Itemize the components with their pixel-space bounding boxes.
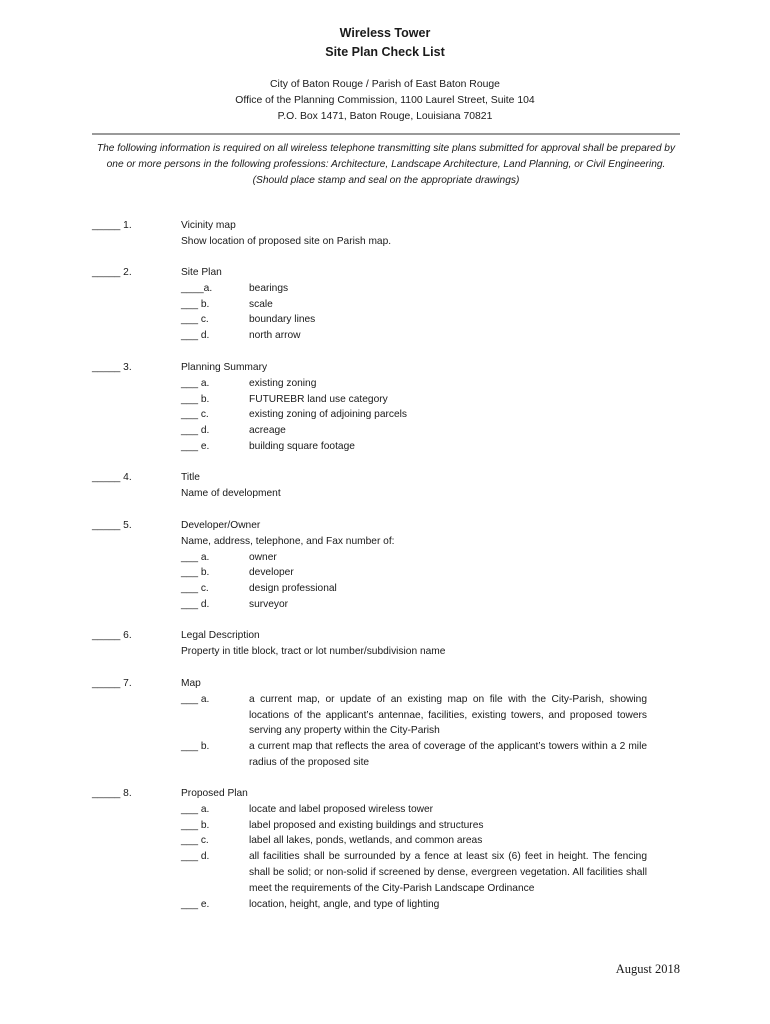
sub-text: label proposed and existing buildings and structures xyxy=(249,819,484,831)
sub-text: design professional xyxy=(249,583,337,595)
divider-rule xyxy=(92,133,680,135)
header-line-2: Office of the Planning Commission, 1100 Laurel Street, Suite 104 xyxy=(235,95,535,106)
sub-blank: ___ b. xyxy=(181,393,210,405)
sub-blank: ___ a. xyxy=(181,693,210,705)
sub-item xyxy=(181,550,647,566)
sub-blank: ___ a. xyxy=(181,803,210,815)
item-title: Developer/Owner xyxy=(181,520,261,531)
item-number: _____ 6. xyxy=(92,630,132,641)
sub-text: building square footage xyxy=(249,440,355,452)
sub-blank: ___ d. xyxy=(181,425,210,437)
sub-text: a current map, or update of an existing map on file with the City-Parish, showing locations of the applicant’s antennae, facilities, existing towers, and proposed towers serving any property within the City-Parish xyxy=(249,693,647,737)
sub-item xyxy=(181,692,647,739)
item-title: Legal Description xyxy=(181,630,260,641)
sub-blank: ___ d. xyxy=(181,598,210,610)
sub-text: owner xyxy=(249,551,277,563)
item-description: Show location of proposed site on Parish map. xyxy=(181,235,392,247)
sub-item xyxy=(181,392,647,408)
sub-text: label all lakes, ponds, wetlands, and common areas xyxy=(249,835,483,847)
item-number: _____ 8. xyxy=(92,788,132,799)
intro-note: (Should place stamp and seal on the appropriate drawings) xyxy=(252,175,520,186)
sub-item xyxy=(181,423,647,439)
sub-text: existing zoning xyxy=(249,377,317,389)
sub-blank: ____a. xyxy=(181,282,213,294)
item-description: Property in title block, tract or lot number/subdivision name xyxy=(181,645,446,657)
sub-text: location, height, angle, and type of lighting xyxy=(249,898,440,910)
intro-text xyxy=(92,141,680,189)
item-title: Planning Summary xyxy=(181,362,268,373)
sub-item xyxy=(181,802,647,818)
sub-blank: ___ b. xyxy=(181,298,210,310)
item-description: Name of development xyxy=(181,487,281,499)
sub-item xyxy=(181,897,647,913)
item-description: Name, address, telephone, and Fax number of: xyxy=(181,535,395,547)
sub-item xyxy=(181,297,647,313)
sub-blank: ___ b. xyxy=(181,819,210,831)
item-number: _____ 1. xyxy=(92,220,132,231)
item-number: _____ 3. xyxy=(92,362,132,373)
sub-item xyxy=(181,739,647,771)
sub-blank: ___ b. xyxy=(181,567,210,579)
sub-item xyxy=(181,597,647,613)
sub-blank: ___ b. xyxy=(181,741,210,753)
footer-date: August 2018 xyxy=(615,962,680,976)
sub-blank: ___ c. xyxy=(181,409,209,421)
sub-text: surveyor xyxy=(249,598,289,610)
document-title: Wireless Tower xyxy=(339,26,431,40)
item-number: _____ 2. xyxy=(92,267,132,278)
sub-item xyxy=(181,407,647,423)
sub-item xyxy=(181,833,647,849)
sub-blank: ___ e. xyxy=(181,898,210,910)
sub-text: north arrow xyxy=(249,330,301,342)
sub-text: bearings xyxy=(249,282,289,294)
document-subtitle: Site Plan Check List xyxy=(325,45,445,59)
sub-item xyxy=(181,849,647,896)
sub-text: locate and label proposed wireless tower xyxy=(249,803,434,815)
intro-paragraph: The following information is required on all wireless telephone transmitting site plans submitted for approval shall be prepared by one or more persons in the following professions: Architecture, Landscape Architecture, Land Planning, or Civil Engineering. xyxy=(96,143,676,170)
sub-blank: ___ c. xyxy=(181,583,209,595)
sub-item xyxy=(181,376,647,392)
item-title: Proposed Plan xyxy=(181,788,248,799)
sub-item xyxy=(181,565,647,581)
sub-text: scale xyxy=(249,298,273,310)
item-title: Vicinity map xyxy=(181,220,236,231)
sub-blank: ___ e. xyxy=(181,440,210,452)
item-number: _____ 7. xyxy=(92,678,132,689)
sub-item xyxy=(181,328,647,344)
sub-item xyxy=(181,312,647,328)
sub-blank: ___ d. xyxy=(181,851,210,863)
sub-blank: ___ a. xyxy=(181,551,210,563)
sub-blank: ___ a. xyxy=(181,377,210,389)
sub-text: boundary lines xyxy=(249,314,316,326)
item-title: Map xyxy=(181,678,201,689)
item-number: _____ 4. xyxy=(92,472,132,483)
sub-text: developer xyxy=(249,567,294,579)
sub-text: existing zoning of adjoining parcels xyxy=(249,409,408,421)
header-line-1: City of Baton Rouge / Parish of East Baton Rouge xyxy=(270,79,500,90)
item-title: Title xyxy=(181,472,200,483)
header-line-3: P.O. Box 1471, Baton Rouge, Louisiana 70821 xyxy=(277,111,493,122)
sub-item xyxy=(181,281,647,297)
item-number: _____ 5. xyxy=(92,520,132,531)
sub-item xyxy=(181,439,647,455)
sub-blank: ___ c. xyxy=(181,314,209,326)
sub-blank: ___ c. xyxy=(181,835,209,847)
sub-blank: ___ d. xyxy=(181,330,210,342)
item-title: Site Plan xyxy=(181,267,222,278)
sub-text: FUTUREBR land use category xyxy=(249,393,388,405)
sub-text: a current map that reflects the area of coverage of the applicant’s towers within a 2 mile radius of the proposed site xyxy=(249,741,647,768)
sub-item xyxy=(181,581,647,597)
sub-text: all facilities shall be surrounded by a fence at least six (6) feet in height. The fencing shall be solid; or non-solid if screened by dense, evergreen vegetation. All facilities shall meet the requirements of the City-Parish Landscape Ordinance xyxy=(249,851,647,894)
sub-item xyxy=(181,818,647,834)
sub-text: acreage xyxy=(249,425,286,437)
